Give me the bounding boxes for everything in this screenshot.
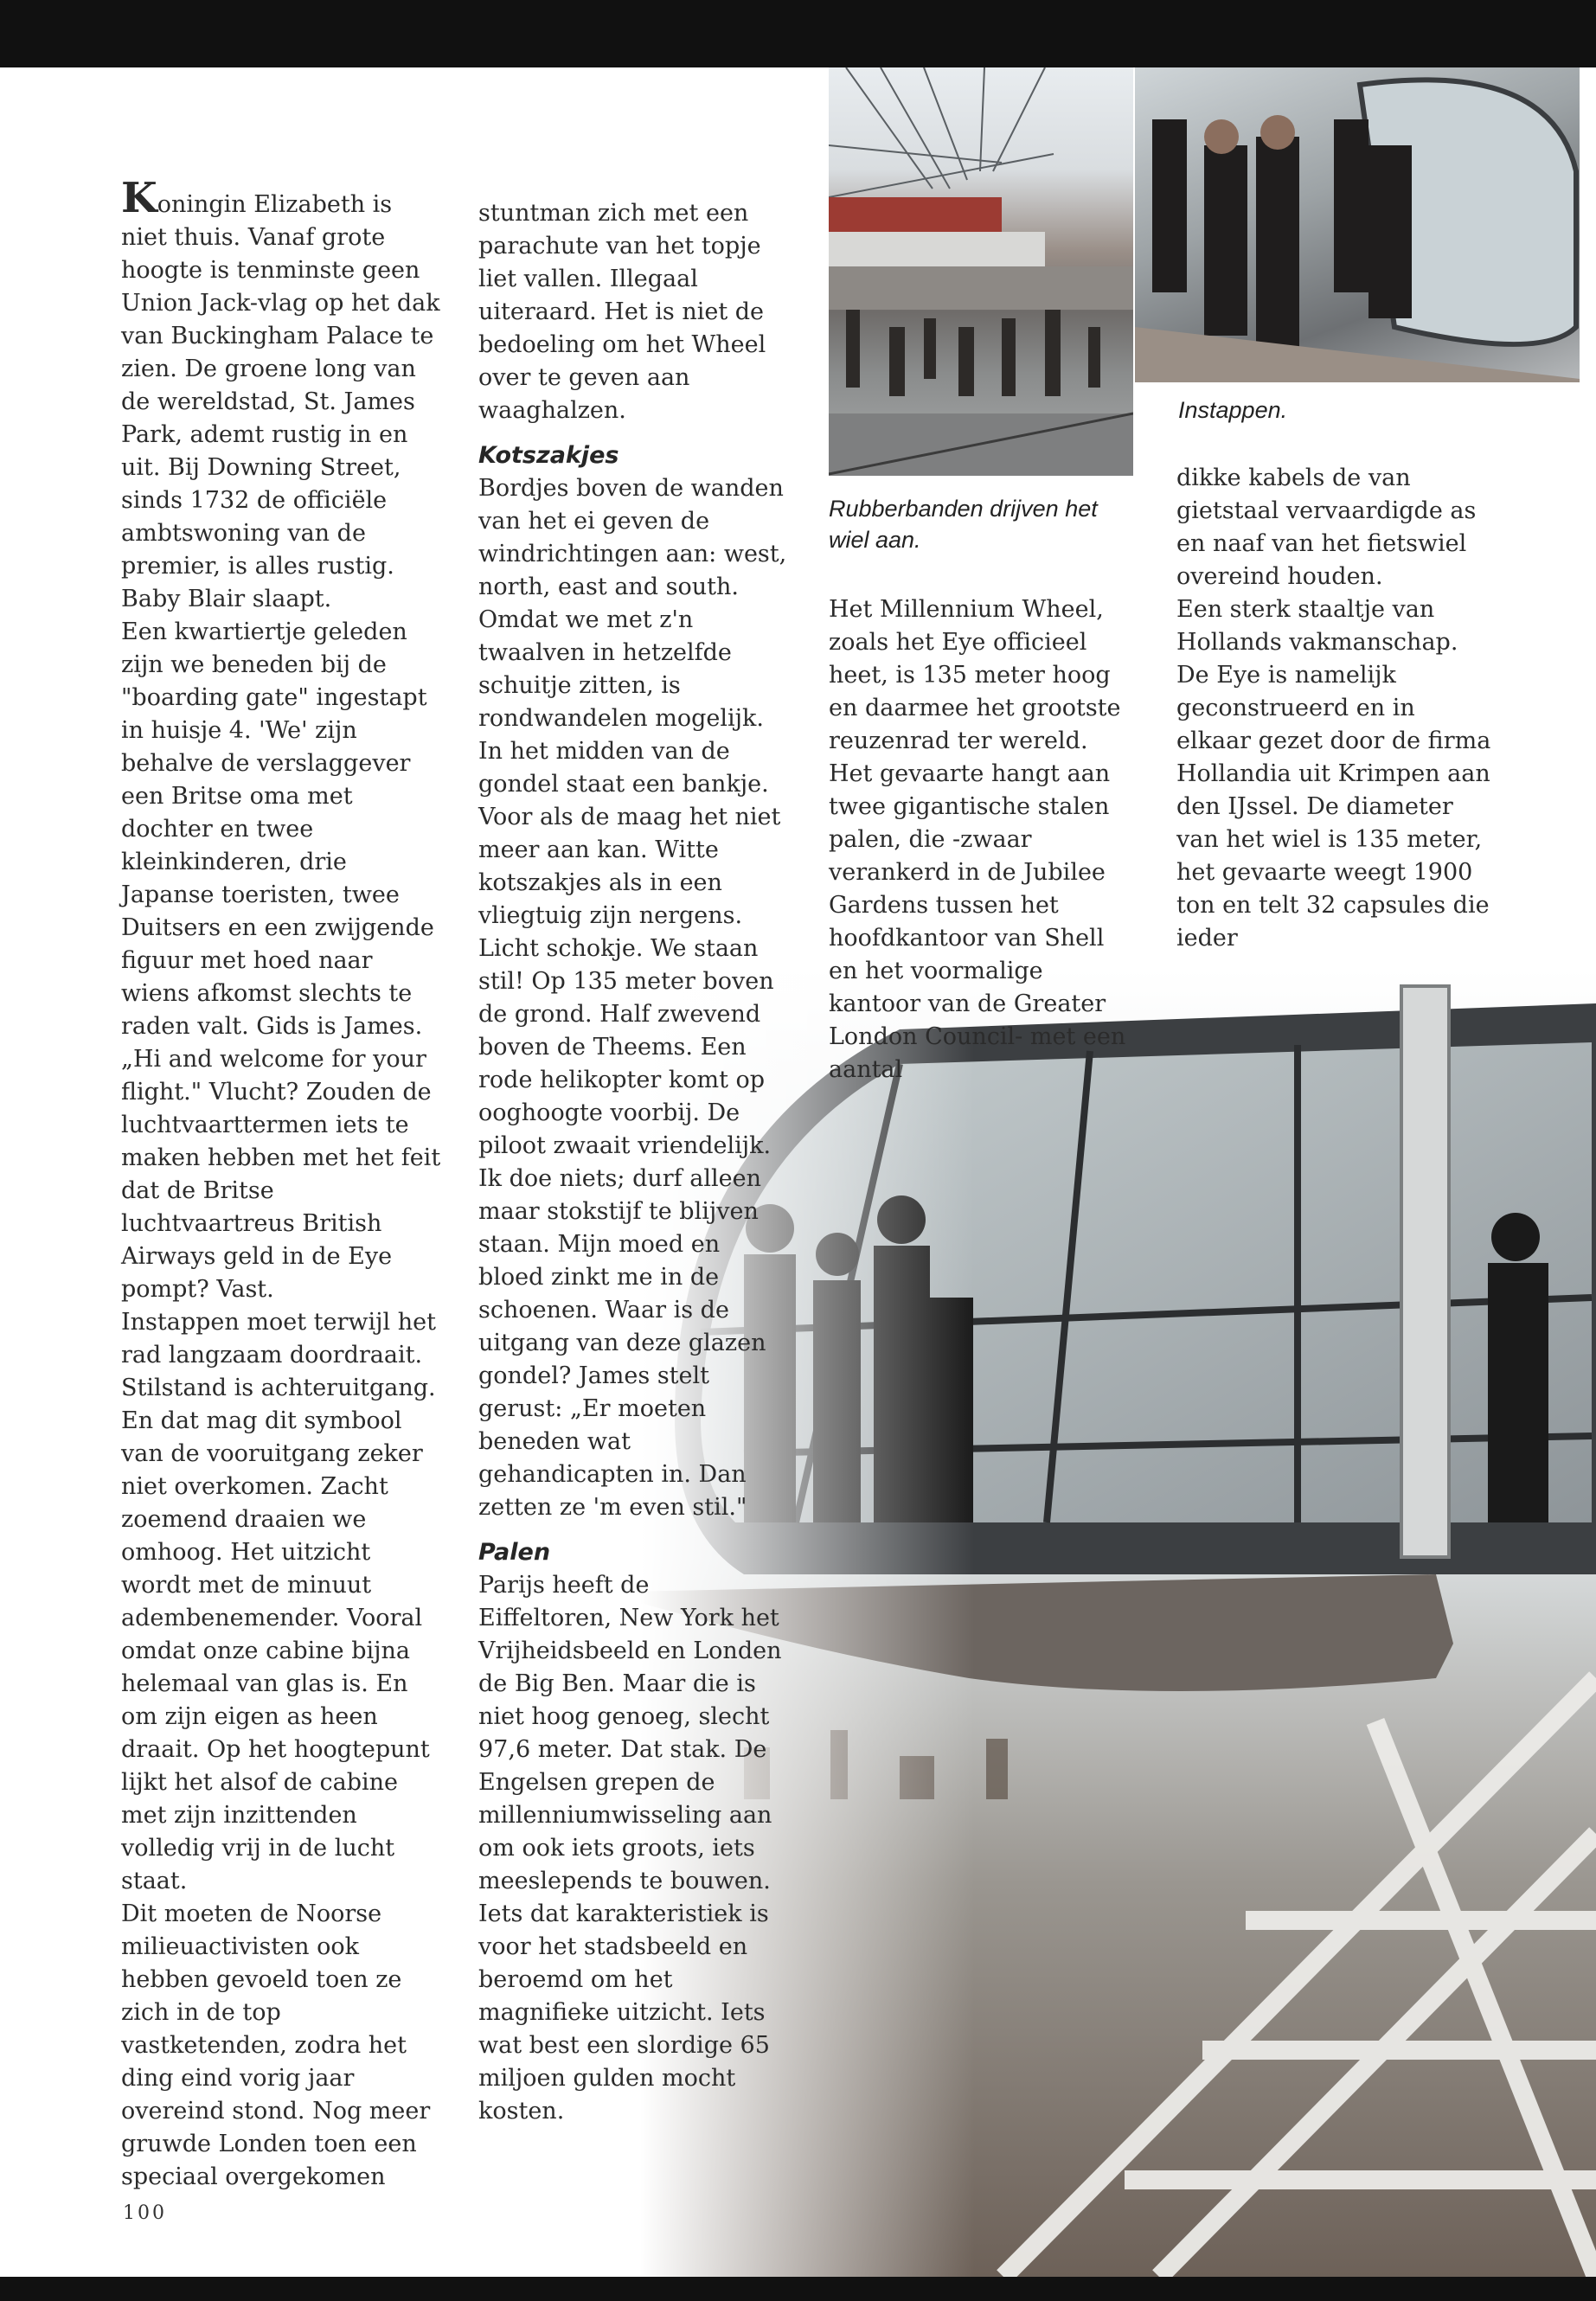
article-column-2 [478, 197, 790, 2128]
subheading-palen: Palen [478, 1539, 551, 1566]
intro-paragraph [121, 174, 441, 616]
article-column-3 [829, 593, 1131, 1086]
page-number: 100 [123, 2202, 167, 2224]
paragraph: Een kwartiertje geleden zijn we beneden bij de "boarding gate" ingestapt in huisje 4. 'We' zijn behalve de verslaggever een Britse oma met dochter en twee kleinkinderen, drie Japanse toeristen, twee Duitsers en een zwijgende figuur met hoed naar wiens afkomst slechts te raden valt. Gids is James. „Hi and welcome for your flight." Vlucht? Zouden de luchtvaarttermen iets te maken hebben met het feit dat de Britse luchtvaartreus British Airways geld in de Eye pompt? Vast. [121, 619, 441, 1303]
subheading-kotszakjes: Kotszakjes [478, 442, 619, 469]
paragraph: dikke kabels de van gietstaal vervaardigde as en naaf van het fietswiel overeind houden. [1176, 465, 1477, 590]
paragraph-text: oningin Elizabeth is niet thuis. Vanaf grote hoogte is tenminste geen Union Jack-vlag op het dak van Buckingham Palace te zien. De groene long van de wereldstad, St. James Park, ademt rustig in en uit. Bij Downing Street, sinds 1732 de officiële ambtswoning van de premier, is alles rustig. Baby Blair slaapt. [121, 191, 440, 612]
paragraph: Een sterk staaltje van Hollands vakmanschap. De Eye is namelijk geconstrueerd en in elkaar gezet door de firma Hollandia uit Krimpen aan den IJssel. De diameter van het wiel is 135 meter, het gevaarte weegt 1900 ton en telt 32 capsules die ieder [1176, 596, 1491, 952]
paragraph: Het Millennium Wheel, zoals het Eye officieel heet, is 135 meter hoog en daarmee het grootste reuzenrad ter wereld. Het gevaarte hangt aan twee gigantische stalen palen, die -zwaar verankerd in de Jubilee Gardens tussen het hoofdkantoor van Shell en het voormalige kantoor van de Greater London Council- met een aantal [829, 596, 1126, 1083]
boarding-photo-caption: Instappen. [1178, 397, 1288, 423]
wheel-photo-caption: Rubberbanden drijven het wiel aan. [829, 496, 1098, 553]
wheel-crowd-photo [829, 67, 1133, 476]
article-column-1 [121, 174, 441, 2194]
top-black-bar [0, 0, 1596, 67]
article-column-4 [1176, 462, 1497, 955]
bottom-black-bar [0, 2277, 1596, 2301]
drop-cap: K [121, 174, 157, 222]
paragraph: Instappen moet terwijl het rad langzaam doordraait. Stilstand is achteruitgang. En dat mag dit symbool van de vooruitgang zeker niet overkomen. Zacht zoemend draaien we omhoog. Het uitzicht wordt met de minuut adembenemender. Vooral omdat onze cabine bijna helemaal van glas is. En om zijn eigen as heen draait. Op het hoogtepunt lijkt het alsof de cabine met zijn inzittenden volledig vrij in de lucht staat. [121, 1309, 436, 1894]
paragraph: stuntman zich met een parachute van het topje liet vallen. Illegaal uiteraard. Het is niet de bedoeling om het Wheel over te geven aan waaghalzen. [478, 200, 766, 424]
paragraph: Parijs heeft de Eiffeltoren, New York het Vrijheidsbeeld en Londen de Big Ben. Maar die is niet hoog genoeg, slecht 97,6 meter. Dat stak. De Engelsen grepen de millenniumwisseling aan om ook iets groots, iets meeslepends te bouwen. Iets dat karakteristiek is voor het stadsbeeld en beroemd om het magnifieke uitzicht. Iets wat best een slordige 65 miljoen gulden mocht kosten. [478, 1572, 782, 2125]
paragraph: Dit moeten de Noorse milieuactivisten ook hebben gevoeld toen ze zich in de top vastketenden, zodra het ding eind vorig jaar overeind stond. Nog meer gruwde Londen toen een speciaal overgekomen [121, 1900, 431, 2190]
boarding-photo [1135, 67, 1580, 382]
paragraph: Bordjes boven de wanden van het ei geven de windrichtingen aan: west, north, east and south. Omdat we met z'n twaalven in hetzelfde schuitje zitten, is rondwandelen mogelijk. In het midden van de gondel staat een bankje. Voor als de maag het niet meer aan kan. Witte kotszakjes als in een vliegtuig zijn nergens. Licht schokje. We staan stil! Op 135 meter boven de grond. Half zwevend boven de Theems. Een rode helikopter komt op ooghoogte voorbij. De piloot zwaait vriendelijk. Ik doe niets; durf alleen maar stokstijf te blijven staan. Mijn moed en bloed zinkt me in de schoenen. Waar is de uitgang van deze glazen gondel? James stelt gerust: „Er moeten beneden wat gehandicapten in. Dan zetten ze 'm even stil." [478, 475, 787, 1521]
